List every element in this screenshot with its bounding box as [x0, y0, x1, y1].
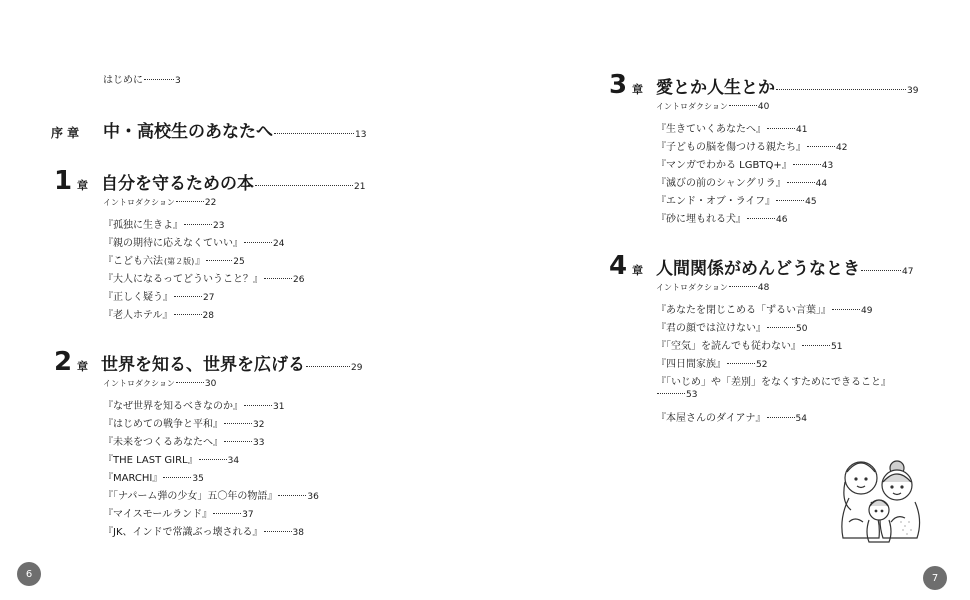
chapter-page: 21 — [354, 182, 366, 192]
toc-item[interactable] — [656, 373, 891, 388]
toc-hajimeni[interactable] — [103, 71, 181, 86]
toc-chapter-2[interactable] — [54, 347, 362, 377]
toc-item[interactable] — [103, 252, 245, 267]
toc-page: 22 — [204, 198, 217, 208]
toc-title: 『生きていくあなたへ』 — [656, 124, 766, 135]
leader-dots — [793, 164, 821, 165]
toc-chapter-4[interactable] — [609, 251, 913, 281]
toc-item[interactable] — [103, 397, 284, 412]
toc-page: 42 — [836, 143, 848, 153]
chapter-title: 愛とか人生とか — [656, 78, 775, 98]
toc-title: イントロダクション — [103, 198, 175, 207]
toc-item[interactable] — [656, 409, 807, 424]
chapter-title: 中・高校生のあなたへ — [103, 122, 273, 142]
chapter-title: 世界を知る、世界を広げる — [101, 355, 305, 375]
toc-title: 『子どもの脳を傷つける親たち』 — [656, 142, 806, 153]
leader-dots — [776, 200, 804, 201]
toc-item[interactable] — [103, 451, 239, 466]
toc-page: 43 — [821, 161, 834, 171]
toc-title: 『「ナパーム弾の少女」五〇年の物語』 — [103, 491, 278, 502]
toc-item[interactable] — [656, 174, 827, 189]
toc-title: 『マイスモールランド』 — [103, 509, 213, 520]
toc-title: 『「空気」を読んでも従わない』 — [656, 341, 801, 352]
toc-title: 『マンガでわかる LGBTQ+』 — [656, 160, 792, 171]
leader-dots — [264, 531, 292, 532]
toc-page: 45 — [805, 197, 817, 207]
toc-page: 54 — [795, 414, 807, 424]
toc-title: 『なぜ世界を知るべきなのか』 — [103, 401, 243, 412]
leader-dots — [163, 477, 191, 478]
family-illustration — [835, 452, 929, 548]
leader-dots — [144, 79, 174, 80]
leader-dots — [224, 423, 252, 424]
toc-page: 30 — [204, 379, 217, 389]
leader-dots — [767, 128, 795, 129]
leader-dots — [224, 441, 252, 442]
chapter-number: 1 — [54, 166, 72, 196]
toc-item[interactable] — [103, 433, 264, 448]
toc-title-close: 』 — [195, 256, 206, 267]
toc-page: 52 — [756, 360, 768, 370]
toc-item[interactable] — [103, 523, 304, 538]
prologue-label: 序 章 — [51, 126, 80, 140]
chapter-kanji: 章 — [632, 264, 643, 277]
toc-item[interactable] — [656, 301, 872, 316]
toc-title: 『正しく疑う』 — [103, 292, 173, 303]
toc-page: 40 — [757, 102, 770, 112]
toc-page: 41 — [796, 125, 808, 135]
toc-title: 『はじめての戦争と平和』 — [103, 419, 223, 430]
chapter-kanji: 章 — [632, 83, 643, 96]
leader-dots — [767, 417, 795, 418]
toc-page: 50 — [796, 324, 808, 334]
leader-dots — [657, 393, 685, 394]
toc-title: 『エンド・オブ・ライフ』 — [656, 196, 776, 207]
toc-item[interactable] — [103, 288, 214, 303]
leader-dots — [264, 278, 292, 279]
leader-dots — [802, 345, 830, 346]
leader-dots — [176, 382, 204, 383]
toc-title: はじめに — [103, 75, 143, 86]
chapter-number: 2 — [54, 347, 72, 377]
toc-page: 53 — [686, 390, 698, 400]
toc-title: 『老人ホテル』 — [103, 310, 173, 321]
leader-dots — [861, 270, 901, 271]
toc-item[interactable] — [656, 319, 807, 334]
leader-dots — [776, 89, 906, 90]
toc-title: 『滅びの前のシャングリラ』 — [656, 178, 786, 189]
toc-page: 23 — [213, 221, 225, 231]
toc-chapter-1[interactable] — [54, 166, 365, 196]
toc-prologue[interactable] — [51, 117, 366, 142]
toc-title: イントロダクション — [656, 102, 728, 111]
toc-title: 『君の顔では泣けない』 — [656, 323, 766, 334]
toc-title: 『「いじめ」や「差別」をなくすためにできること』 — [656, 377, 891, 388]
toc-title: 『大人になるってどういうこと？』 — [103, 274, 263, 285]
toc-item[interactable] — [103, 415, 264, 430]
toc-title: 『JK、インドで常識ぶっ壊される』 — [103, 527, 263, 538]
toc-item[interactable] — [103, 234, 284, 249]
toc-page: 48 — [757, 283, 770, 293]
toc-intro[interactable] — [656, 101, 769, 112]
chapter-page: 47 — [902, 267, 914, 277]
leader-dots — [176, 201, 204, 202]
leader-dots — [729, 105, 757, 106]
toc-page: 26 — [293, 275, 305, 285]
toc-item[interactable] — [103, 469, 204, 484]
toc-page: 36 — [307, 492, 319, 502]
toc-page: 33 — [253, 438, 265, 448]
leader-dots — [174, 296, 202, 297]
toc-page: 28 — [202, 311, 214, 321]
toc-page: 38 — [292, 528, 304, 538]
chapter-page: 29 — [351, 363, 363, 373]
toc-page: 46 — [776, 215, 788, 225]
toc-page: 24 — [273, 239, 285, 249]
toc-title: 『砂に埋もれる犬』 — [656, 214, 746, 225]
toc-page: 49 — [861, 306, 873, 316]
leader-dots — [184, 224, 212, 225]
toc-page: 3 — [175, 76, 181, 86]
chapter-kanji: 章 — [77, 179, 88, 192]
toc-item[interactable] — [656, 355, 767, 370]
toc-title: 『THE LAST GIRL』 — [103, 455, 198, 466]
toc-intro[interactable] — [656, 282, 769, 293]
toc-page: 27 — [203, 293, 215, 303]
leader-dots — [213, 513, 241, 514]
toc-page: 25 — [233, 257, 245, 267]
toc-title: 『こども六法 — [103, 256, 163, 267]
toc-title: 『MARCHI』 — [103, 473, 163, 484]
toc-item[interactable] — [656, 138, 847, 153]
chapter-kanji: 章 — [77, 360, 88, 373]
toc-page: 34 — [227, 456, 240, 466]
page-number: 6 — [17, 562, 41, 586]
chapter-page: 39 — [907, 86, 919, 96]
chapter-page: 13 — [355, 130, 367, 140]
toc-edition: (第２版) — [164, 257, 195, 266]
leader-dots — [306, 366, 350, 367]
toc-item[interactable] — [103, 216, 224, 231]
leader-dots — [244, 242, 272, 243]
leader-dots — [255, 185, 353, 186]
toc-title: 『本屋さんのダイアナ』 — [656, 413, 766, 424]
toc-item[interactable] — [656, 156, 833, 171]
toc-title: 『未来をつくるあなたへ』 — [103, 437, 223, 448]
leader-dots — [729, 286, 757, 287]
toc-page: 31 — [273, 402, 285, 412]
toc-title: 『四日間家族』 — [656, 359, 726, 370]
toc-item[interactable] — [103, 487, 319, 502]
toc-chapter-3[interactable] — [609, 70, 918, 100]
toc-page: 51 — [831, 342, 843, 352]
leader-dots — [206, 260, 232, 261]
toc-page: 35 — [192, 474, 204, 484]
toc-title: イントロダクション — [103, 379, 175, 388]
toc-intro[interactable] — [103, 197, 216, 208]
toc-page: 44 — [815, 179, 828, 189]
chapter-number: 3 — [609, 70, 627, 100]
toc-item[interactable] — [656, 192, 817, 207]
leader-dots — [787, 182, 815, 183]
toc-title: 『孤独に生きよ』 — [103, 220, 183, 231]
leader-dots — [274, 133, 354, 134]
toc-item[interactable] — [656, 337, 842, 352]
chapter-title: 自分を守るための本 — [101, 174, 254, 194]
toc-item[interactable] — [656, 210, 787, 225]
toc-title: 『親の期待に応えなくていい』 — [103, 238, 243, 249]
toc-title: イントロダクション — [656, 283, 728, 292]
leader-dots — [199, 459, 227, 460]
toc-item-continued — [656, 390, 697, 400]
leader-dots — [807, 146, 835, 147]
leader-dots — [727, 363, 755, 364]
leader-dots — [174, 314, 202, 315]
toc-item[interactable] — [103, 505, 254, 520]
toc-item[interactable] — [103, 270, 304, 285]
chapter-number: 4 — [609, 251, 627, 281]
page-number: 7 — [923, 566, 947, 590]
toc-item[interactable] — [103, 306, 214, 321]
leader-dots — [747, 218, 775, 219]
leader-dots — [767, 327, 795, 328]
right-page — [485, 0, 970, 600]
leader-dots — [244, 405, 272, 406]
leader-dots — [278, 495, 306, 496]
toc-page: 32 — [253, 420, 265, 430]
leader-dots — [832, 309, 860, 310]
chapter-title: 人間関係がめんどうなとき — [656, 259, 860, 279]
toc-item[interactable] — [656, 120, 807, 135]
toc-intro[interactable] — [103, 378, 216, 389]
toc-page: 37 — [242, 510, 254, 520]
toc-title: 『あなたを閉じこめる「ずるい言葉」』 — [656, 305, 831, 316]
